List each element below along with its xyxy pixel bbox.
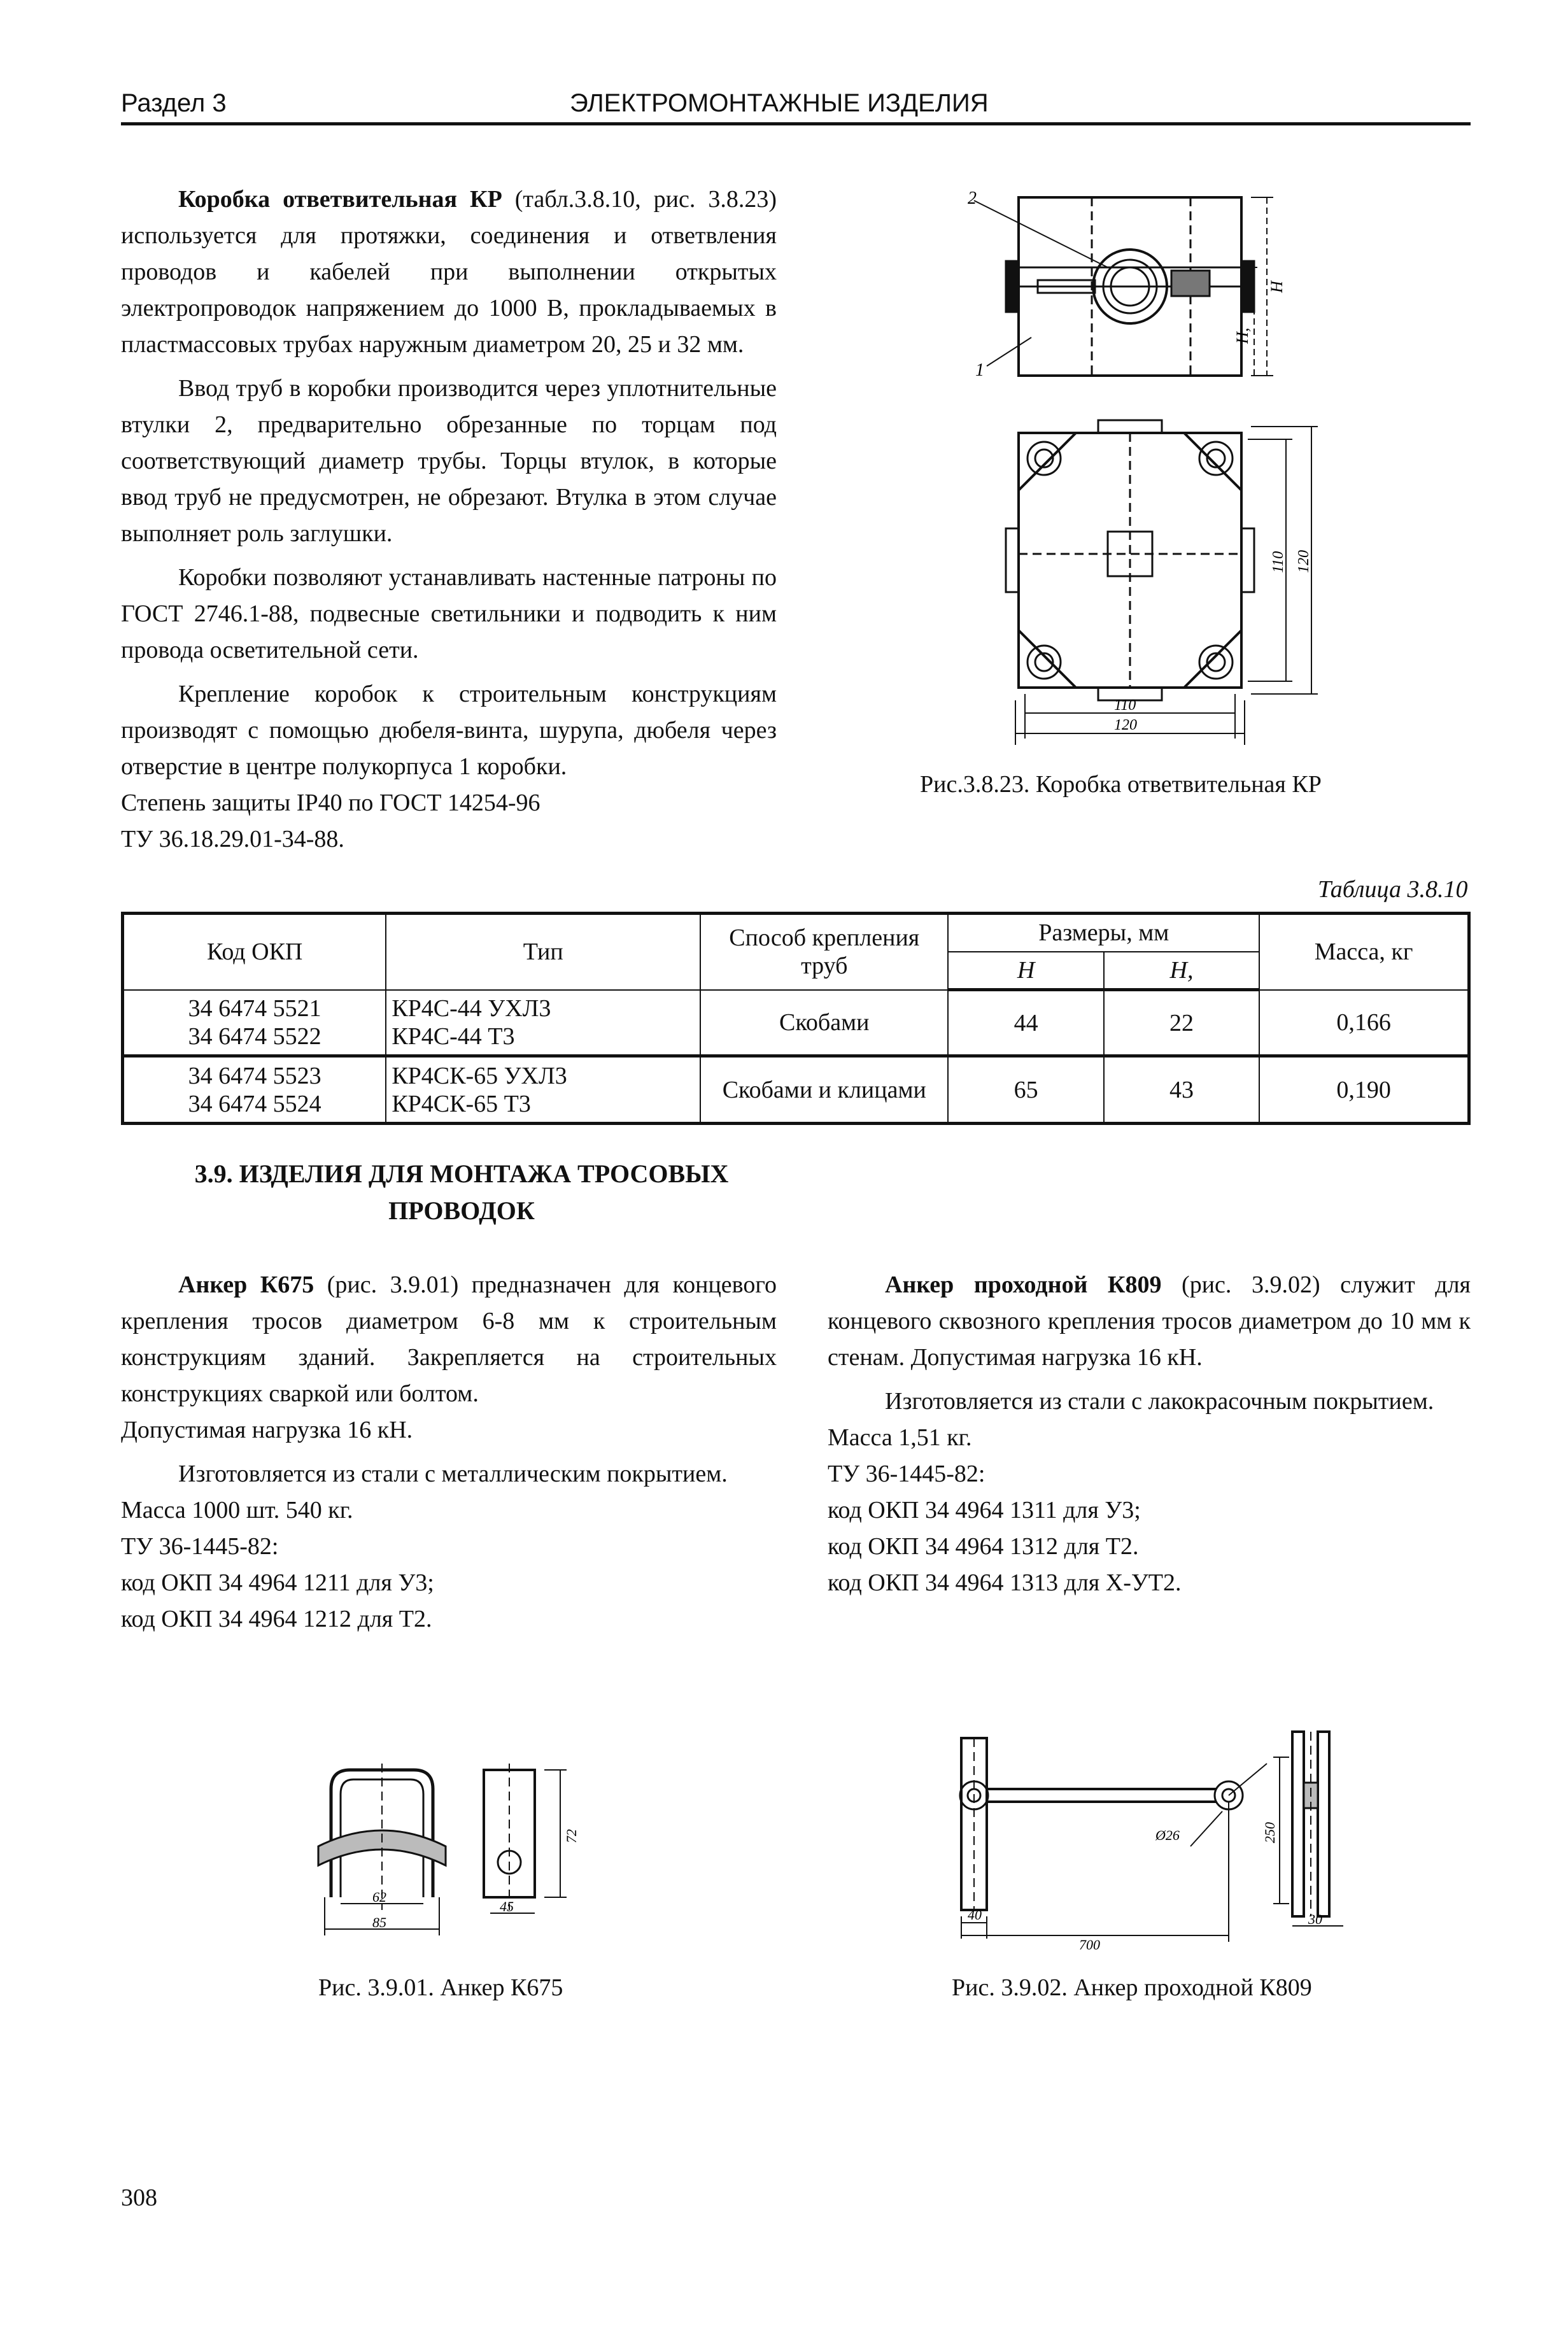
fig-label-2: 2 [968, 188, 977, 208]
table-row [123, 1056, 1469, 1124]
cell-codes [123, 1056, 386, 1124]
fig-label-1: 1 [975, 360, 984, 380]
cell-code: 34 6474 5523 [188, 1062, 321, 1089]
kr-paragraph-4: Крепление коробок к строительным конструкциям производят с помощью дюбеля-винта, шурупа, дюбеля через отверстие в центре полукорпуса 1 коробки. [121, 681, 777, 780]
cell-h: 44 [948, 990, 1103, 1056]
header-dims: Размеры, мм [948, 914, 1259, 952]
kr-paragraph-2: Ввод труб в коробки производится через уплотнительные втулки 2, предварительно обрезанные по торцам под соответствующий диаметр трубы. Торцы втулок, в которые ввод труб не предусмотрен, не обрезают. Втулка в этом случае выполняет роль заглушки. [121, 375, 777, 547]
figure-caption-k675: Рис. 3.9.01. Анкер К675 [318, 1974, 563, 2001]
kr-description [121, 181, 777, 858]
fig-dim-62: 62 [372, 1889, 386, 1905]
cell-code: 34 6474 5522 [188, 1022, 321, 1050]
k809-tu: ТУ 36-1445-82: [828, 1461, 985, 1487]
header-rule [121, 122, 1471, 125]
header-h1: H, [1104, 952, 1259, 990]
cell-mount: Скобами и клицами [700, 1056, 948, 1124]
k675-load: Допустимая нагрузка 16 кН. [121, 1417, 413, 1443]
kr-paragraph-3: Коробки позволяют устанавливать настенные патроны по ГОСТ 2746.1-88, подвесные светильники и подводить к ним провода осветительной сети. [121, 564, 777, 663]
fig-dim-d26: Ø26 [1155, 1827, 1180, 1843]
header-mass: Масса, кг [1259, 914, 1469, 990]
k675-code-1: код ОКП 34 4964 1211 для У3; [121, 1569, 434, 1596]
cell-type: КР4СК-65 Т3 [392, 1090, 531, 1117]
k809-code-1: код ОКП 34 4964 1311 для У3; [828, 1497, 1141, 1524]
cell-type: КР4С-44 УХЛ3 [392, 994, 551, 1022]
cell-h: 65 [948, 1056, 1103, 1124]
cell-type: КР4СК-65 УХЛ3 [392, 1062, 567, 1089]
cell-code: 34 6474 5524 [188, 1090, 321, 1117]
table-header-row [123, 914, 1469, 952]
k809-term: Анкер проходной К809 [885, 1271, 1162, 1298]
section-39-title [121, 1156, 802, 1229]
page-number: 308 [121, 2184, 157, 2211]
k809-paragraph-2: Изготовляется из стали с лакокрасочным покрытием. [885, 1388, 1434, 1415]
fig-dim-110-v: 110 [1270, 551, 1287, 573]
fig-dim-30: 30 [1308, 1911, 1322, 1927]
spec-table [121, 912, 1471, 1125]
section-39-title-line2: ПРОВОДОК [388, 1196, 535, 1225]
fig-dim-120-h: 120 [1114, 717, 1137, 733]
k675-paragraph-1 [121, 1267, 777, 1412]
figure-anchor-k675 [306, 1751, 624, 1942]
page-header-title: ЭЛЕКТРОМОНТАЖНЫЕ ИЗДЕЛИЯ [570, 89, 989, 117]
k809-mass: Масса 1,51 кг. [828, 1424, 972, 1451]
fig-dim-45: 45 [500, 1899, 514, 1914]
kr-protection: Степень защиты IP40 по ГОСТ 14254-96 [121, 789, 540, 816]
cell-codes [123, 990, 386, 1056]
fig-dim-250: 250 [1262, 1822, 1278, 1843]
k809-code-2: код ОКП 34 4964 1312 для Т2. [828, 1533, 1139, 1560]
k809-paragraph-1 [828, 1267, 1471, 1376]
k675-paragraph-1-text: (рис. 3.9.01) предназначен для концевого крепления тросов диаметром 6-8 мм к строительным конструкциям зданий. Закрепляется на строительных конструкциях сваркой или болтом. [121, 1271, 777, 1407]
fig-dim-110-h: 110 [1114, 697, 1136, 714]
cell-code: 34 6474 5521 [188, 994, 321, 1022]
k675-description [121, 1267, 777, 1637]
k675-tu: ТУ 36-1445-82: [121, 1533, 279, 1560]
fig-dim-40: 40 [968, 1907, 982, 1923]
header-mount: Способ крепления труб [700, 914, 948, 990]
cell-types [386, 1056, 700, 1124]
k675-mass: Масса 1000 шт. 540 кг. [121, 1497, 353, 1524]
fig-dim-120-v: 120 [1296, 550, 1312, 573]
kr-paragraph-1 [121, 181, 777, 363]
cell-h1: 43 [1104, 1056, 1259, 1124]
k675-paragraph-2: Изготовляется из стали с металлическим покрытием. [178, 1461, 728, 1487]
k809-code-3: код ОКП 34 4964 1313 для Х-УТ2. [828, 1569, 1182, 1596]
cell-mass: 0,190 [1259, 1056, 1469, 1124]
section-39-title-line1: 3.9. ИЗДЕЛИЯ ДЛЯ МОНТАЖА ТРОСОВЫХ [194, 1159, 729, 1188]
table-row [123, 990, 1469, 1056]
fig-dim-85: 85 [372, 1914, 386, 1930]
fig-dim-72: 72 [563, 1829, 579, 1843]
figure-anchor-k809 [936, 1725, 1369, 1955]
kr-paragraph-1-text: (табл.3.8.10, рис. 3.8.23) используется для протяжки, соединения и ответвления проводов и кабелей при выполнении открытых электропроводок напряжением до 1000 В, прокладываемых в пластмассовых трубах наружным диаметром 20, 25 и 32 мм. [121, 186, 777, 358]
fig-dim-700: 700 [1079, 1937, 1100, 1953]
figure-caption-kr: Рис.3.8.23. Коробка ответвительная КР [920, 771, 1322, 798]
kr-tu: ТУ 36.18.29.01-34-88. [121, 826, 344, 852]
cell-types [386, 990, 700, 1056]
k675-term: Анкер К675 [178, 1271, 314, 1298]
cell-mount: Скобами [700, 990, 948, 1056]
header-code: Код ОКП [123, 914, 386, 990]
section-label: Раздел 3 [121, 89, 227, 117]
fig-dim-h: H [1268, 281, 1286, 293]
table-caption: Таблица 3.8.10 [1318, 876, 1468, 903]
kr-term: Коробка ответвительная КР [178, 186, 502, 213]
figure-caption-k809: Рис. 3.9.02. Анкер проходной К809 [952, 1974, 1312, 2001]
header-type: Тип [386, 914, 700, 990]
k809-description [828, 1267, 1471, 1601]
fig-dim-h1: H, [1233, 327, 1252, 344]
cell-mass: 0,166 [1259, 990, 1469, 1056]
k809-paragraph-1-text: (рис. 3.9.02) служит для концевого сквозного крепления тросов диаметром до 10 мм к стенам. Допустимая нагрузка 16 кН. [828, 1271, 1471, 1371]
cell-h1: 22 [1104, 990, 1259, 1056]
cell-type: КР4С-44 Т3 [392, 1022, 515, 1050]
figure-kr-box [968, 185, 1362, 745]
k675-code-2: код ОКП 34 4964 1212 для Т2. [121, 1606, 432, 1632]
header-h: H [948, 952, 1103, 990]
